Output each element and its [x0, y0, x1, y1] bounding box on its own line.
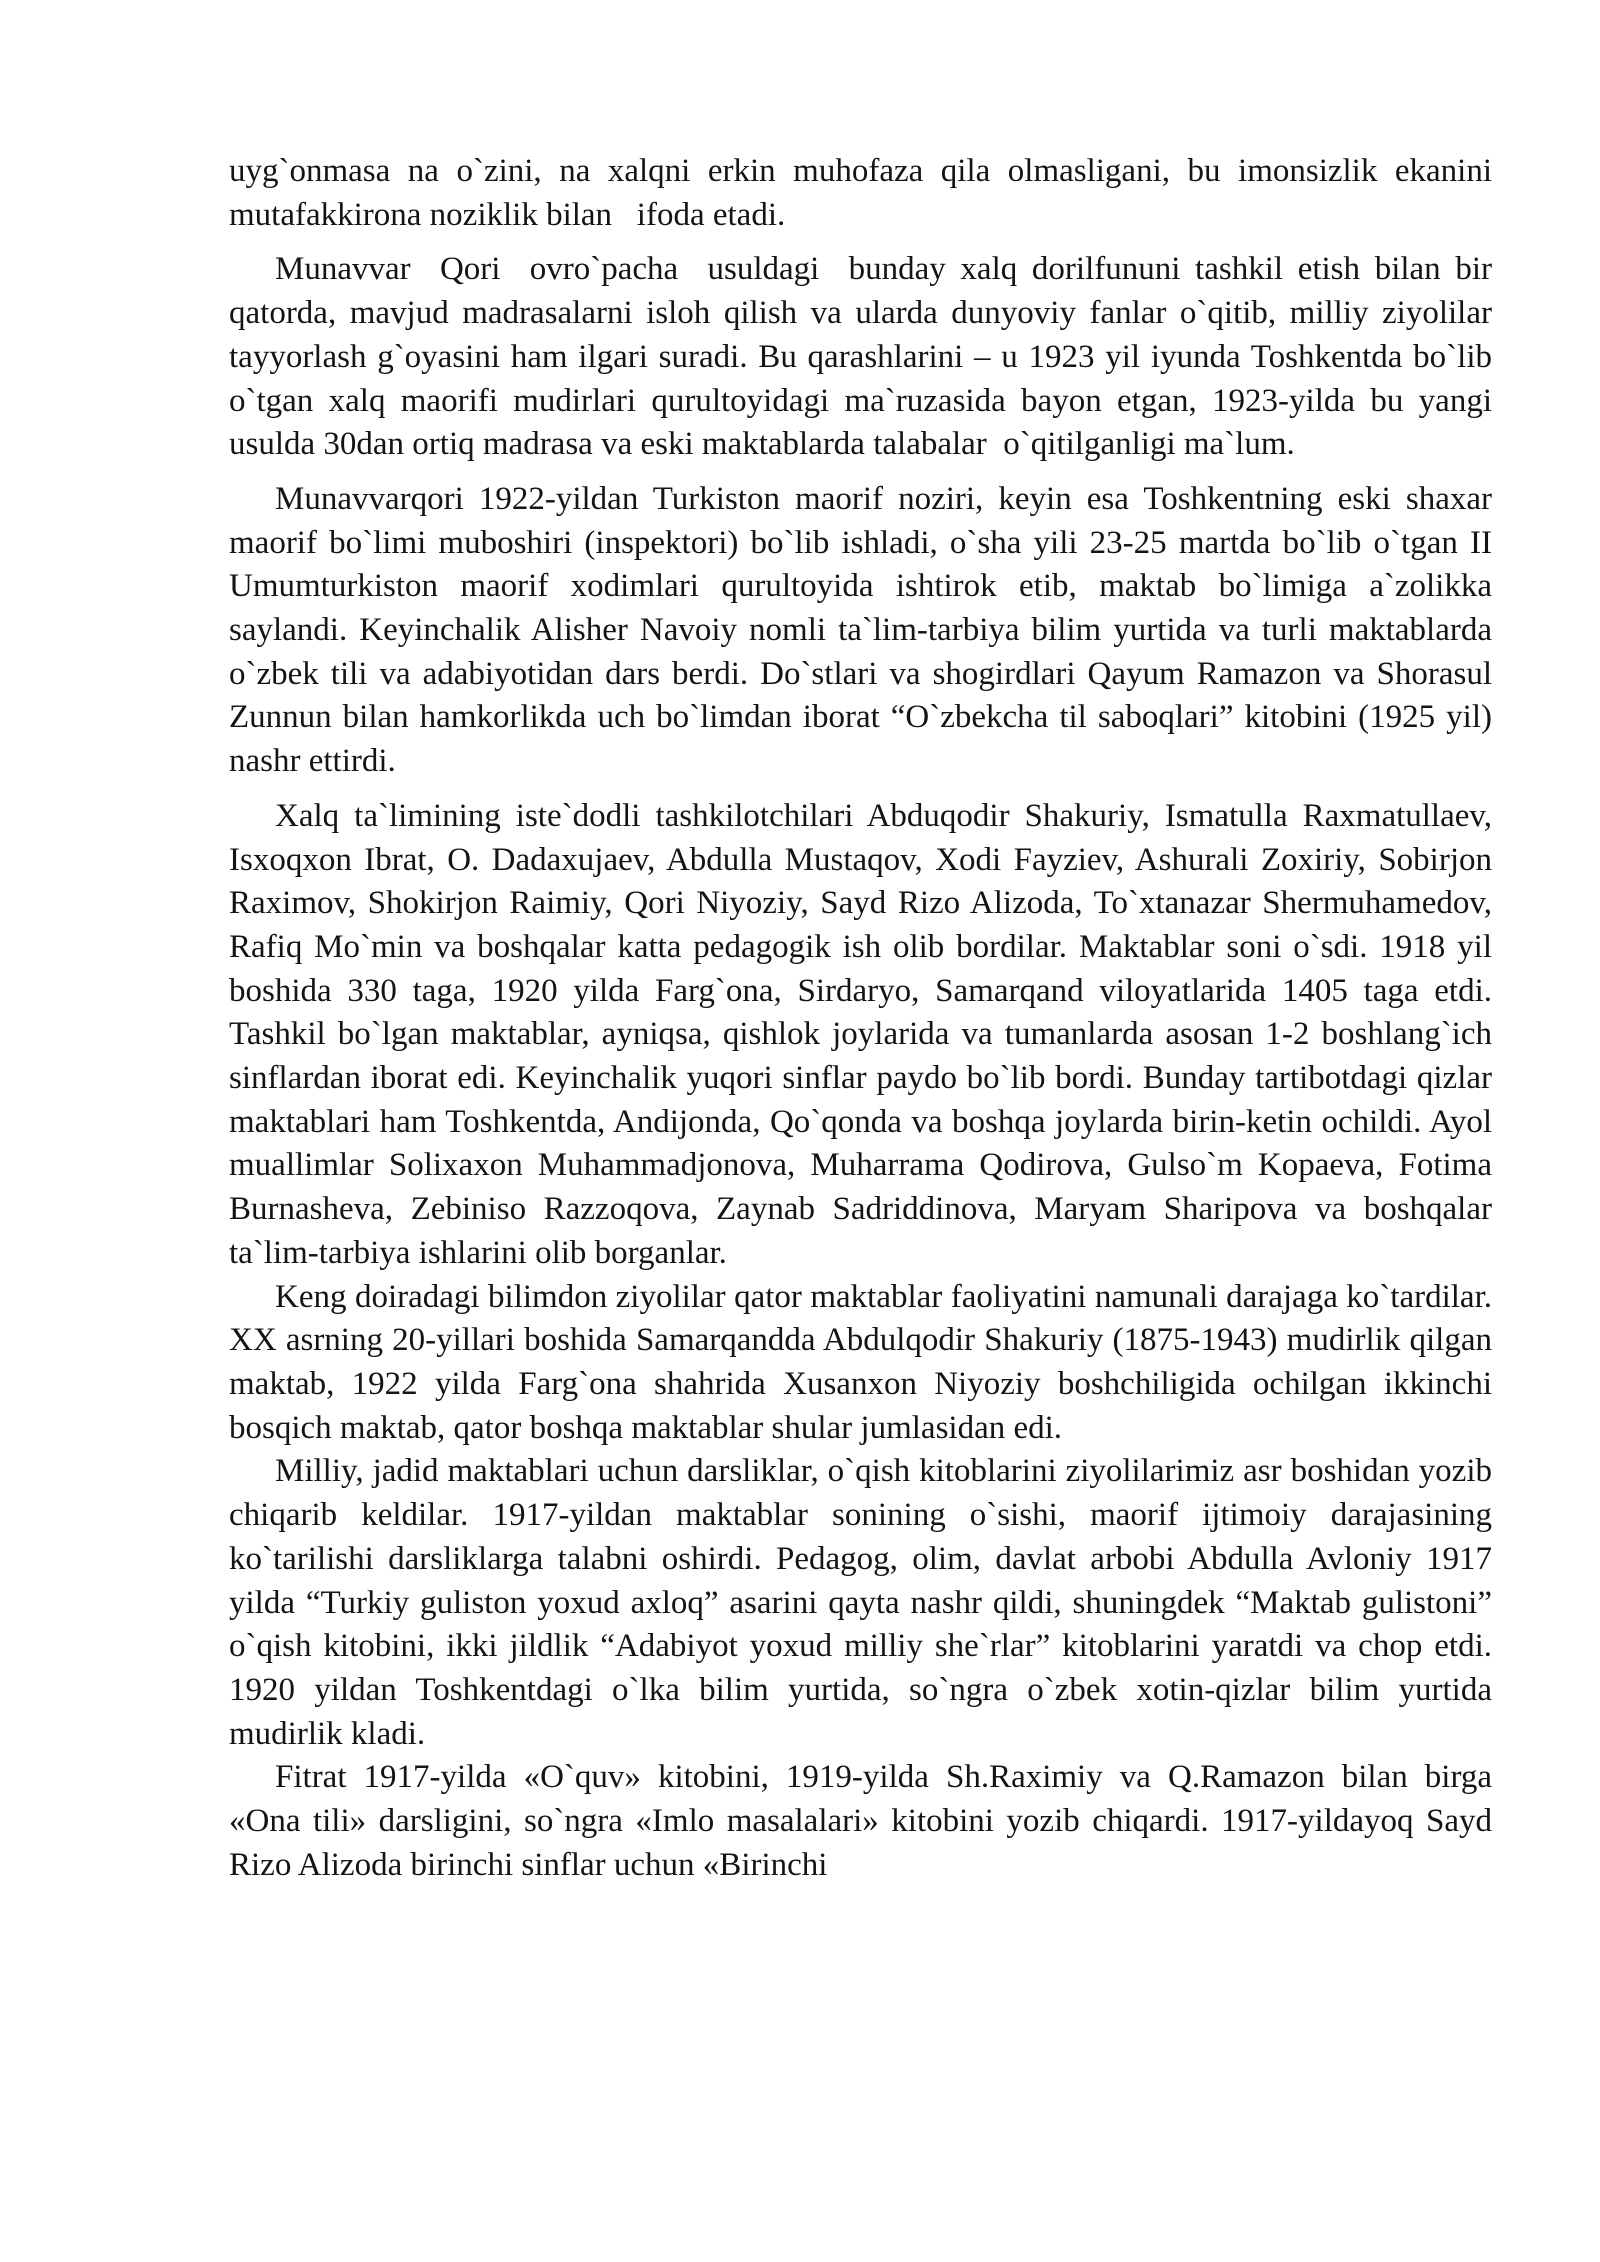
paragraph: Fitrat 1917-yilda «O`quv» kitobini, 1919-yilda Sh.Raximiy va Q.Ramazon bilan birga «Ona tili» darsligini, so`ngra «Imlo masalalari» kitobini yozib chiqardi. 1917-yildayoq Sayd Rizo Alizoda birinchi sinflar uchun «Birinchi [229, 1759, 1501, 1883]
paragraph: Milliy, jadid maktablari uchun darsliklar, o`qish kitoblarini ziyolilarimiz asr boshidan yozib chiqarib keldilar. 1917-yildan maktablar sonining o`sishi, maorif ijtimoiy darajasining ko`tarilishi darsliklarga talabni oshirdi. Pedagog, olim, davlat arbobi Abdulla Avloniy 1917 yilda “Turkiy guliston yoxud axloq” asarini qayta nashr qildi, shuningdek “Maktab gulistoni” o`qish kitobini, ikki jildlik “Adabiyot yoxud milliy she`rlar” kitoblarini yaratdi va chop etdi. 1920 yildan Toshkentdagi o`lka bilim yurtida, so`ngra o`zbek xotin-qizlar bilim yurtida mudirlik kladi. [229, 1453, 1501, 1752]
paragraph: Keng doiradagi bilimdon ziyolilar qator maktablar faoliyatini namunali darajaga ko`tardilar. XX asrning 20-yillari boshida Samarqandda Abdulqodir Shakuriy (1875-1943) mudirlik qilgan maktab, 1922 yilda Farg`ona shahrida Xusanxon Niyoziy boshchiligida ochilgan ikkinchi bosqich maktab, qator boshqa maktablar shular jumlasidan edi. [229, 1278, 1501, 1446]
body-text [229, 150, 1501, 1887]
paragraph: uyg`onmasa na o`zini, na xalqni erkin muhofaza qila olmasligani, bu imonsizlik ekanini mutafakkirona noziklik bilan ifoda etadi. [229, 153, 1501, 233]
paragraph: Xalq ta`limining iste`dodli tashkilotchilari Abduqodir Shakuriy, Ismatulla Raxmatullaev, Isxoqxon Ibrat, O. Dadaxujaev, Abdulla Mustaqov, Xodi Fayziev, Ashurali Zoxiriy, Sobirjon Raximov, Shokirjon Raimiy, Qori Niyoziy, Sayd Rizo Alizoda, To`xtanazar Shermuhamedov, Rafiq Mo`min va boshqalar katta pedagogik ish olib bordilar. Maktablar soni o`sdi. 1918 yil boshida 330 taga, 1920 yilda Farg`ona, Sirdaryo, Samarqand viloyatlarida 1405 taga etdi. Tashkil bo`lgan maktablar, ayniqsa, qishlok joylarida va tumanlarda asosan 1-2 boshlang`ich sinflardan iborat edi. Keyinchalik yuqori sinflar paydo bo`lib bordi. Bunday tartibotdagi qizlar maktablari ham Toshkentda, Andijonda, Qo`qonda va boshqa joylarda birin-ketin ochildi. Ayol muallimlar Solixaxon Muhammadjonova, Muharrama Qodirova, Gulso`m Kopaeva, Fotima Burnasheva, Zebiniso Razzoqova, Zaynab Sadriddinova, Maryam Sharipova va boshqalar ta`lim-tarbiya ishlarini olib borganlar. [229, 797, 1501, 1271]
paragraph: Munavvar Qori ovro`pacha usuldagi bunday xalq dorilfununi tashkil etish bilan bir qatorda, mavjud madrasalarni isloh qilish va ularda dunyoviy fanlar o`qitib, milliy ziyolilar tayyorlash g`oyasini ham ilgari suradi. Bu qarashlarini – u 1923 yil iyunda Toshkentda bo`lib o`tgan xalq maorifi mudirlari qurultoyidagi ma`ruzasida bayon etgan, 1923-yilda bu yangi usulda 30dan ortiq madrasa va eski maktablarda talabalar o`qitilganligi ma`lum. [229, 251, 1501, 463]
paragraph: Munavvarqori 1922-yildan Turkiston maorif noziri, keyin esa Toshkentning eski shaxar maorif bo`limi muboshiri (inspektori) bo`lib ishladi, o`sha yili 23-25 martda bo`lib o`tgan II Umumturkiston maorif xodimlari qurultoyida ishtirok etib, maktab bo`limiga a`zolikka saylandi. Keyinchalik Alisher Navoiy nomli ta`lim-tarbiya bilim yurtida va turli maktablarda o`zbek tili va adabiyotidan dars berdi. Do`stlari va shogirdlari Qayum Ramazon va Shorasul Zunnun bilan hamkorlikda uch bo`limdan iborat “O`zbekcha til saboqlari” kitobini (1925 yil) nashr ettirdi. [229, 480, 1501, 780]
